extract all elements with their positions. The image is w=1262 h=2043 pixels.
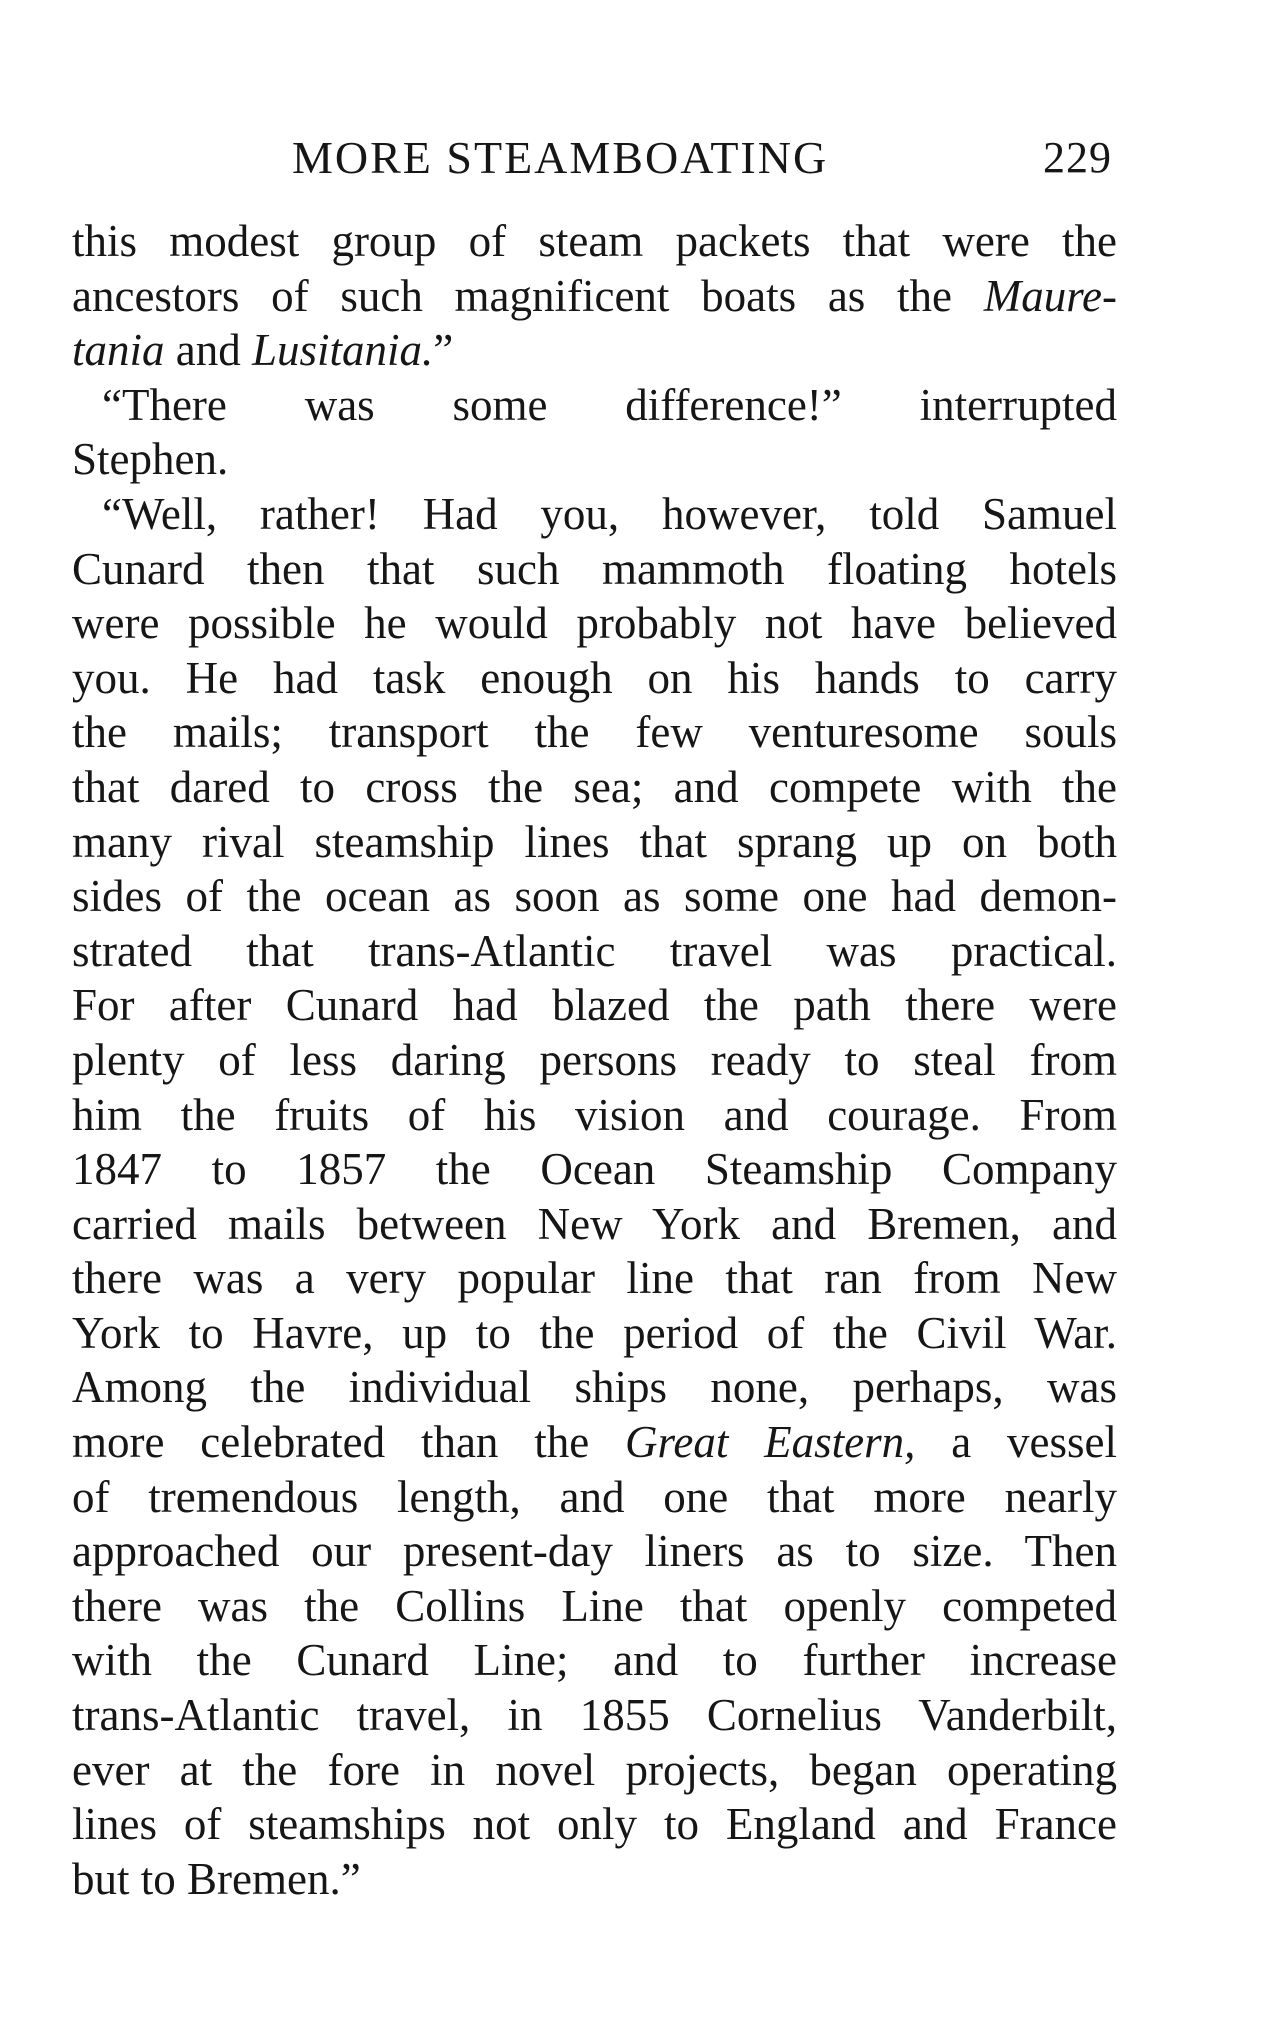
text-line: Cunard then that such mammoth floating hotels (72, 543, 1117, 594)
text-line: strated that trans-Atlantic travel was practical. (72, 925, 1117, 976)
text-line: trans-Atlantic travel, in 1855 Cornelius Vanderbilt, (72, 1690, 1117, 1741)
text-line: ancestors of such magnificent boats as the Maure- (72, 270, 1117, 321)
text-line: there was a very popular line that ran from New (72, 1253, 1117, 1304)
running-head (72, 128, 1112, 188)
text-line: but to Bremen.” (72, 1853, 361, 1904)
text-line: more celebrated than the Great Eastern, a vessel (72, 1417, 1117, 1468)
running-title: MORE STEAMBOATING (292, 132, 829, 183)
text-line: approached our present-day liners as to size. Then (72, 1526, 1117, 1577)
text-line: that dared to cross the sea; and compete with the (72, 761, 1117, 812)
text-line: “There was some difference!” interrupted (102, 379, 1117, 430)
text-line: tania and Lusitania.” (72, 325, 454, 376)
text-line: York to Havre, up to the period of the Civil War. (72, 1307, 1117, 1358)
text-line: many rival steamship lines that sprang up on both (72, 816, 1117, 867)
text-line: of tremendous length, and one that more nearly (72, 1471, 1117, 1522)
text-line: 1847 to 1857 the Ocean Steamship Company (72, 1144, 1117, 1195)
text-line: with the Cunard Line; and to further increase (72, 1635, 1117, 1686)
text-line: Stephen. (72, 434, 229, 485)
body-text (72, 214, 1117, 1906)
text-line: carried mails between New York and Bremen, and (72, 1198, 1117, 1249)
text-line: “Well, rather! Had you, however, told Samuel (102, 488, 1117, 539)
text-line: were possible he would probably not have believed (72, 598, 1117, 649)
text-line: him the fruits of his vision and courage. From (72, 1089, 1117, 1140)
page-number: 229 (1043, 133, 1112, 182)
text-line: lines of steamships not only to England and France (72, 1799, 1117, 1850)
text-line: sides of the ocean as soon as some one had demon- (72, 871, 1117, 922)
text-line: Among the individual ships none, perhaps, was (72, 1362, 1117, 1413)
text-line: this modest group of steam packets that were the (72, 216, 1117, 266)
text-line: For after Cunard had blazed the path there were (72, 980, 1117, 1031)
text-line: you. He had task enough on his hands to carry (72, 652, 1117, 703)
text-line: plenty of less daring persons ready to steal from (72, 1034, 1117, 1085)
text-line: the mails; transport the few venturesome souls (72, 707, 1117, 758)
text-line: ever at the fore in novel projects, began operating (72, 1744, 1117, 1795)
text-line: there was the Collins Line that openly competed (72, 1580, 1117, 1631)
